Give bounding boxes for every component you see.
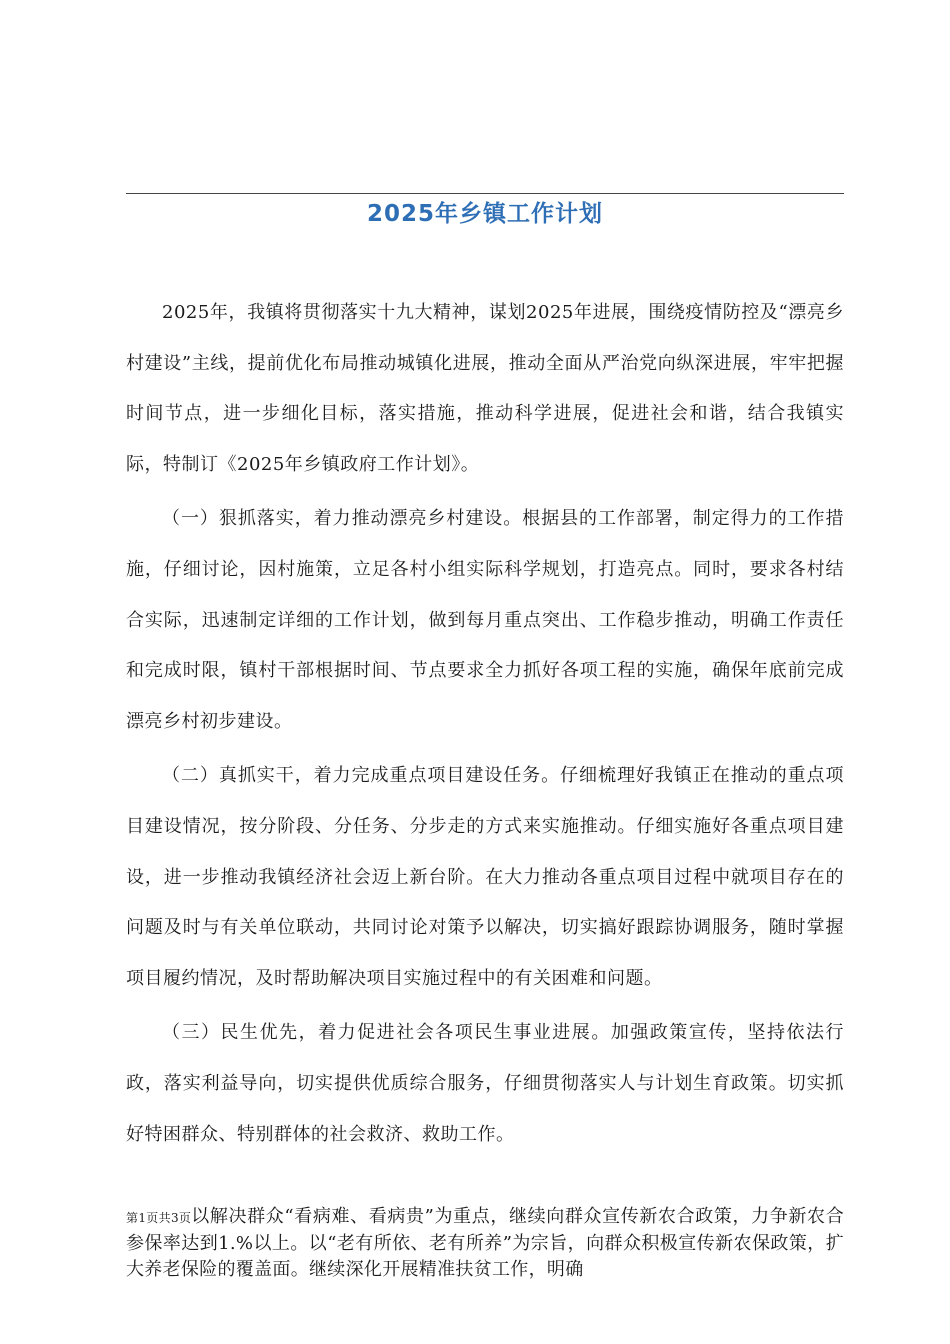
footer-text: 以解决群众“看病难、看病贵”为重点，继续向群众宣传新农合政策，力争新农合参保率达到1.%以上。以“老有所依、老有所养”为宗旨，向群众积极宣传新农保政策，扩大养老保险的覆盖面。继续深化开展精准扶贫工作，明确 xyxy=(126,1206,844,1280)
header-rule xyxy=(126,193,844,194)
paragraph-intro: 2025年，我镇将贯彻落实十九大精神，谋划2025年进展，围绕疫情防控及“漂亮乡村建设”主线，提前优化布局推动城镇化进展，推动全面从严治党向纵深进展，牢牢把握时间节点，进一步细化目标，落实措施，推动科学进展，促进社会和谐，结合我镇实际，特制订《2025年乡镇政府工作计划》。 xyxy=(126,302,844,475)
page-footer xyxy=(126,1204,844,1283)
document-title: 2025年乡镇工作计划 xyxy=(366,201,603,227)
paragraph-section-1: （一）狠抓落实，着力推动漂亮乡村建设。根据县的工作部署，制定得力的工作措施，仔细讨论，因村施策，立足各村小组实际科学规划，打造亮点。同时，要求各村结合实际，迅速制定详细的工作计划，做到每月重点突出、工作稳步推动，明确工作责任和完成时限，镇村干部根据时间、节点要求全力抓好各项工程的实施，确保年底前完成漂亮乡村初步建设。 xyxy=(126,508,844,732)
paragraph-section-2: （二）真抓实干，着力完成重点项目建设任务。仔细梳理好我镇正在推动的重点项目建设情况，按分阶段、分任务、分步走的方式来实施推动。仔细实施好各重点项目建设，进一步推动我镇经济社会迈上新台阶。在大力推动各重点项目过程中就项目存在的问题及时与有关单位联动，共同讨论对策予以解决，切实搞好跟踪协调服务，随时掌握项目履约情况，及时帮助解决项目实施过程中的有关困难和问题。 xyxy=(126,765,844,989)
paragraph-section-3: （三）民生优先，着力促进社会各项民生事业进展。加强政策宣传，坚持依法行政，落实利益导向，切实提供优质综合服务，仔细贯彻落实人与计划生育政策。切实抓好特困群众、特别群体的社会救济、救助工作。 xyxy=(126,1022,844,1145)
document-body xyxy=(126,288,844,1164)
page-number: 第1页共3页 xyxy=(126,1211,192,1225)
